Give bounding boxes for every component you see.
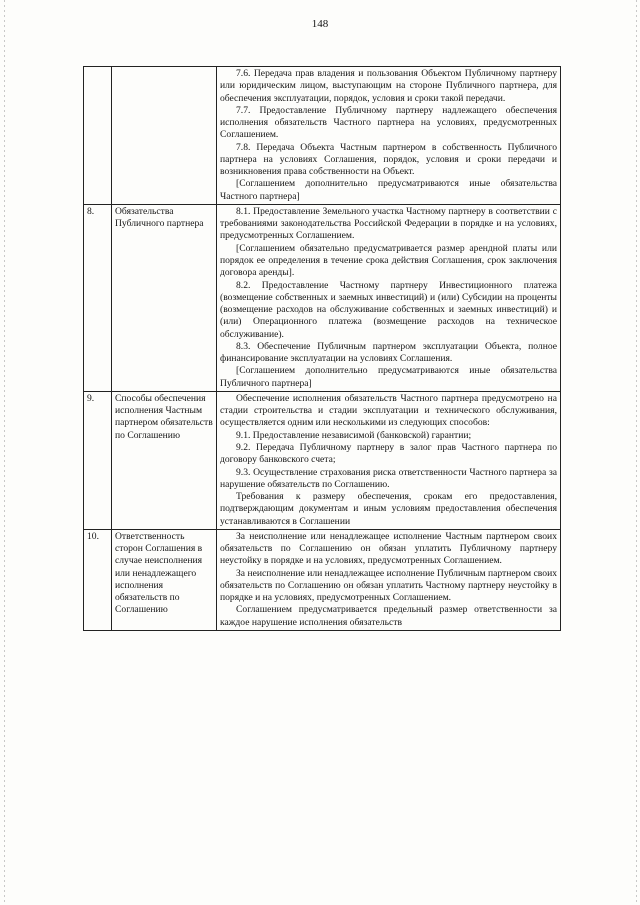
row-number-cell <box>84 67 112 205</box>
content-paragraph: Требования к размеру обеспечения, срокам его предоставления, подтверждающим документам и иным условиям предоставления обеспечения устанавливаются в Соглашении <box>220 491 557 527</box>
document-table <box>83 66 561 631</box>
document-table-body <box>84 67 561 631</box>
page-number: 148 <box>311 18 329 30</box>
content-paragraph: 7.6. Передача прав владения и пользования Объектом Публичному партнеру или юридическим лицом, выступающим на стороне Публичного партнера, для обеспечения эксплуатации, порядок, условия и сроки такой передачи. <box>220 68 557 104</box>
scan-edge-left <box>4 0 5 905</box>
content-paragraph: 8.1. Предоставление Земельного участка Частному партнеру в соответствии с требованиями законодательства Российской Федерации в порядке и на условиях, предусмотренных Соглашением. <box>220 205 557 242</box>
content-paragraph: 7.8. Передача Объекта Частным партнером в собственность Публичного партнера на условиях Соглашения, порядок, условия и сроки передачи и возникновения права собственности на Объект. <box>220 141 557 178</box>
content-paragraph: За неисполнение или ненадлежащее исполнение Публичным партнером своих обязательств по Соглашению он обязан уплатить Частному партнеру неустойку в порядке и на условиях, предусмотренных Соглашением. <box>220 567 557 604</box>
table-row <box>84 529 561 630</box>
table-row <box>84 391 561 529</box>
table-row <box>84 204 561 391</box>
row-content-cell <box>217 529 561 630</box>
content-paragraph: 9.1. Предоставление независимой (банковской) гарантии; <box>236 429 472 441</box>
row-content-cell <box>217 391 561 529</box>
content-paragraph: За неисполнение или ненадлежащее исполнение Частным партнером своих обязательств по Соглашению он обязан уплатить Публичному партнеру неустойку в порядке и на условиях, предусмотренных Соглашением. <box>220 530 557 567</box>
table-row <box>84 67 561 205</box>
row-title-cell: Обязательства Публичного партнера <box>112 204 217 391</box>
row-number-cell: 8. <box>84 204 112 391</box>
row-number-cell: 9. <box>84 391 112 529</box>
content-paragraph: Обеспечение исполнения обязательств Частного партнера предусмотрено на стадии строительства и стадии эксплуатации и технического обслуживания, осуществляется одним или несколькими из следующих способов: <box>220 392 557 429</box>
content-paragraph: 8.3. Обеспечение Публичным партнером эксплуатации Объекта, полное финансирование эксплуатации на условиях Соглашения. <box>220 340 557 365</box>
row-content-cell <box>217 204 561 391</box>
row-number-cell: 10. <box>84 529 112 630</box>
row-content-cell <box>217 67 561 205</box>
content-paragraph: 8.2. Предоставление Частному партнеру Инвестиционного платежа (возмещение собственных и заемных инвестиций) и (или) Субсидии на проценты (возмещение расходов на обслуживание собственных и заемных инвестиций) и (или) Операционного платежа (возмещение расходов на техническое обслуживание). <box>220 279 557 340</box>
content-paragraph: 7.7. Предоставление Публичному партнеру надлежащего обеспечения исполнения обязательств Частного партнера на условиях, предусмотренных Соглашением. <box>220 104 557 141</box>
content-paragraph: [Соглашением дополнительно предусматриваются иные обязательства Публичного партнера] <box>220 365 557 389</box>
content-paragraph: 9.2. Передача Публичному партнеру в залог прав Частного партнера по договору банковского счета; <box>220 441 557 466</box>
row-title-cell: Способы обеспечения исполнения Частным партнером обязательств по Соглашению <box>112 391 217 529</box>
scan-edge-right <box>636 0 637 905</box>
row-title-cell: Ответственность сторон Соглашения в случае неисполнения или ненадлежащего исполнения обязательств по Соглашению <box>112 529 217 630</box>
content-paragraph: [Соглашением обязательно предусматривается размер арендной платы или порядок ее определения в течение срока действия Соглашения, срок заключения договора аренды]. <box>220 242 557 279</box>
row-title-cell <box>112 67 217 205</box>
content-paragraph: 9.3. Осуществление страхования риска ответственности Частного партнера за нарушение обязательств по Соглашению. <box>220 466 557 490</box>
content-paragraph: [Соглашением дополнительно предусматриваются иные обязательства Частного партнера] <box>220 178 557 202</box>
content-paragraph: Соглашением предусматривается предельный размер ответственности за каждое нарушение исполнения обязательств <box>220 604 557 628</box>
